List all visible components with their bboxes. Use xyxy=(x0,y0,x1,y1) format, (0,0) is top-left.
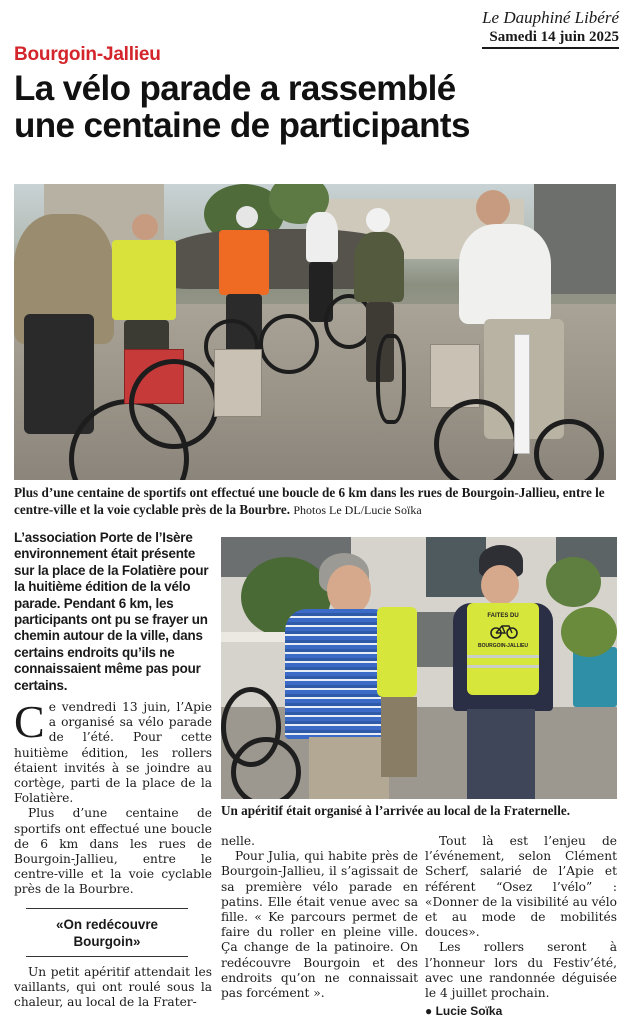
article-paragraph: Plus d’une centaine de sportifs ont effectué une boucle de 6 km dans les rues de Bourgoin-Jallieu, entre le centre-ville et la voie cyclable près de la Bourbre. xyxy=(14,806,212,897)
photo-bike-wheel xyxy=(534,419,604,480)
photo1-caption xyxy=(14,484,618,519)
article-lead: L’association Porte de l’Isère environnement était présente sur la place de la Folatière pour la huitième édition de la vélo parade. Pendant 6 km, les participants ont pu se frayer un chemin autour de la ville, dans certains endroits qu’ils ne connaissaient même pas pour certains. xyxy=(14,530,209,693)
photo2-caption: Un apéritif était organisé à l’arrivée au local de la Fraternelle. xyxy=(221,803,571,818)
photo-yellow-vest xyxy=(112,240,176,320)
pull-quote xyxy=(26,908,188,957)
article-column-1 xyxy=(14,696,212,898)
article-paragraph: Un petit apéritif attendait les vaillants, qui ont roulé sous la chaleur, au local de la Frater- xyxy=(14,965,212,1010)
photo-head xyxy=(327,565,371,615)
photo-bike-wheel xyxy=(231,737,301,799)
publication-date: Samedi 14 juin 2025 xyxy=(482,28,619,49)
photo1-caption-text: Plus d’une centaine de sportifs ont effectué une boucle de 6 km dans les rues de Bourgoin-Jallieu, entre le centre-ville et la voie cyclable près de la Bourbre. xyxy=(14,485,605,517)
photo-bike-wheel xyxy=(434,399,519,480)
photo-credit: Photos Le DL/Lucie Soïka xyxy=(293,503,422,517)
photo-head xyxy=(476,190,510,226)
headline-line-1: La vélo parade a rassemblé xyxy=(14,69,456,108)
photo-helmet xyxy=(236,206,258,228)
photo-bike-wheel xyxy=(376,334,406,424)
photo-head xyxy=(132,214,158,240)
photo-bike-wheel xyxy=(259,314,319,374)
photo-trousers xyxy=(467,709,535,799)
article-paragraph: Les rollers seront à l’honneur lors du Festiv’été, avec une randonnée déguisée le 4 juillet prochain. xyxy=(425,940,617,1001)
vest-print-town: BOURGOIN-JALLIEU xyxy=(478,643,528,649)
headline-line-2: une centaine de participants xyxy=(14,106,470,145)
headline xyxy=(14,70,624,144)
photo-cyclist xyxy=(306,212,338,262)
pull-quote-line-2: Bourgoin» xyxy=(73,934,141,949)
article-paragraph: Pour Julia, qui habite près de Bourgoin-Jallieu, il s’agissait de sa première vélo parade en patins. Elle était venue avec sa fille. « Ke parcours permet de faire du roller en pleine ville. Ça change de la patinoire. On redécouvre Bourgoin et des endroits qu’on ne connaissait pas forcément ». xyxy=(221,849,418,1001)
photo-tree xyxy=(546,557,601,607)
photo-window xyxy=(426,537,486,597)
article-paragraph xyxy=(14,696,212,806)
article-column-1-end xyxy=(14,965,212,1011)
photo-concrete-post xyxy=(214,349,262,417)
photo-helmet xyxy=(366,208,390,232)
vest-print: FAITES DU xyxy=(487,613,519,619)
article-column-3 xyxy=(425,834,617,1019)
article-paragraph: Tout là est l’enjeu de l’événement, selon Clément Scherf, salarié de l’Apie et référent “Osez l’vélo” : «Donner de la visibilité au vélo et au mode de mobilités douces». xyxy=(425,834,617,940)
photo-yellow-vest xyxy=(377,607,417,697)
photo-yellow-vest xyxy=(467,603,539,695)
photo-aperitif xyxy=(221,537,617,799)
author-byline: ● Lucie Soïka xyxy=(425,1004,503,1019)
photo-trousers xyxy=(309,737,389,799)
photo-cyclist xyxy=(354,232,404,302)
newspaper-name: Le Dauphiné Libéré xyxy=(482,8,619,27)
photo-trousers xyxy=(381,697,417,777)
article-paragraph-text: e vendredi 13 juin, l’Apie a organisé sa vélo parade de l’été. Pour cette huitième édition, les rollers étaient invités à se joindre au cortège, parti de la place de la Folatière. xyxy=(14,700,212,806)
bike-icon xyxy=(489,623,519,639)
drop-cap: C xyxy=(14,696,45,747)
masthead xyxy=(482,8,619,49)
article-paragraph: nelle. xyxy=(221,834,255,848)
photo-cyclists-parade xyxy=(14,184,616,480)
pull-quote-line-1: «On redécouvre xyxy=(56,917,158,932)
photo-bike-wheel xyxy=(129,359,219,449)
vest-reflective-stripe xyxy=(467,655,539,658)
photo-head xyxy=(481,565,519,605)
photo-cyclist xyxy=(459,224,551,324)
vest-reflective-stripe xyxy=(467,665,539,668)
article-column-2 xyxy=(221,834,418,1001)
section-kicker: Bourgoin-Jallieu xyxy=(14,44,161,65)
photo-ebike-frame xyxy=(514,334,530,454)
photo-plant xyxy=(561,607,617,657)
photo-orange-vest xyxy=(219,230,269,295)
photo-umbrella xyxy=(221,632,291,642)
photo-cyclist-legs xyxy=(24,314,94,434)
